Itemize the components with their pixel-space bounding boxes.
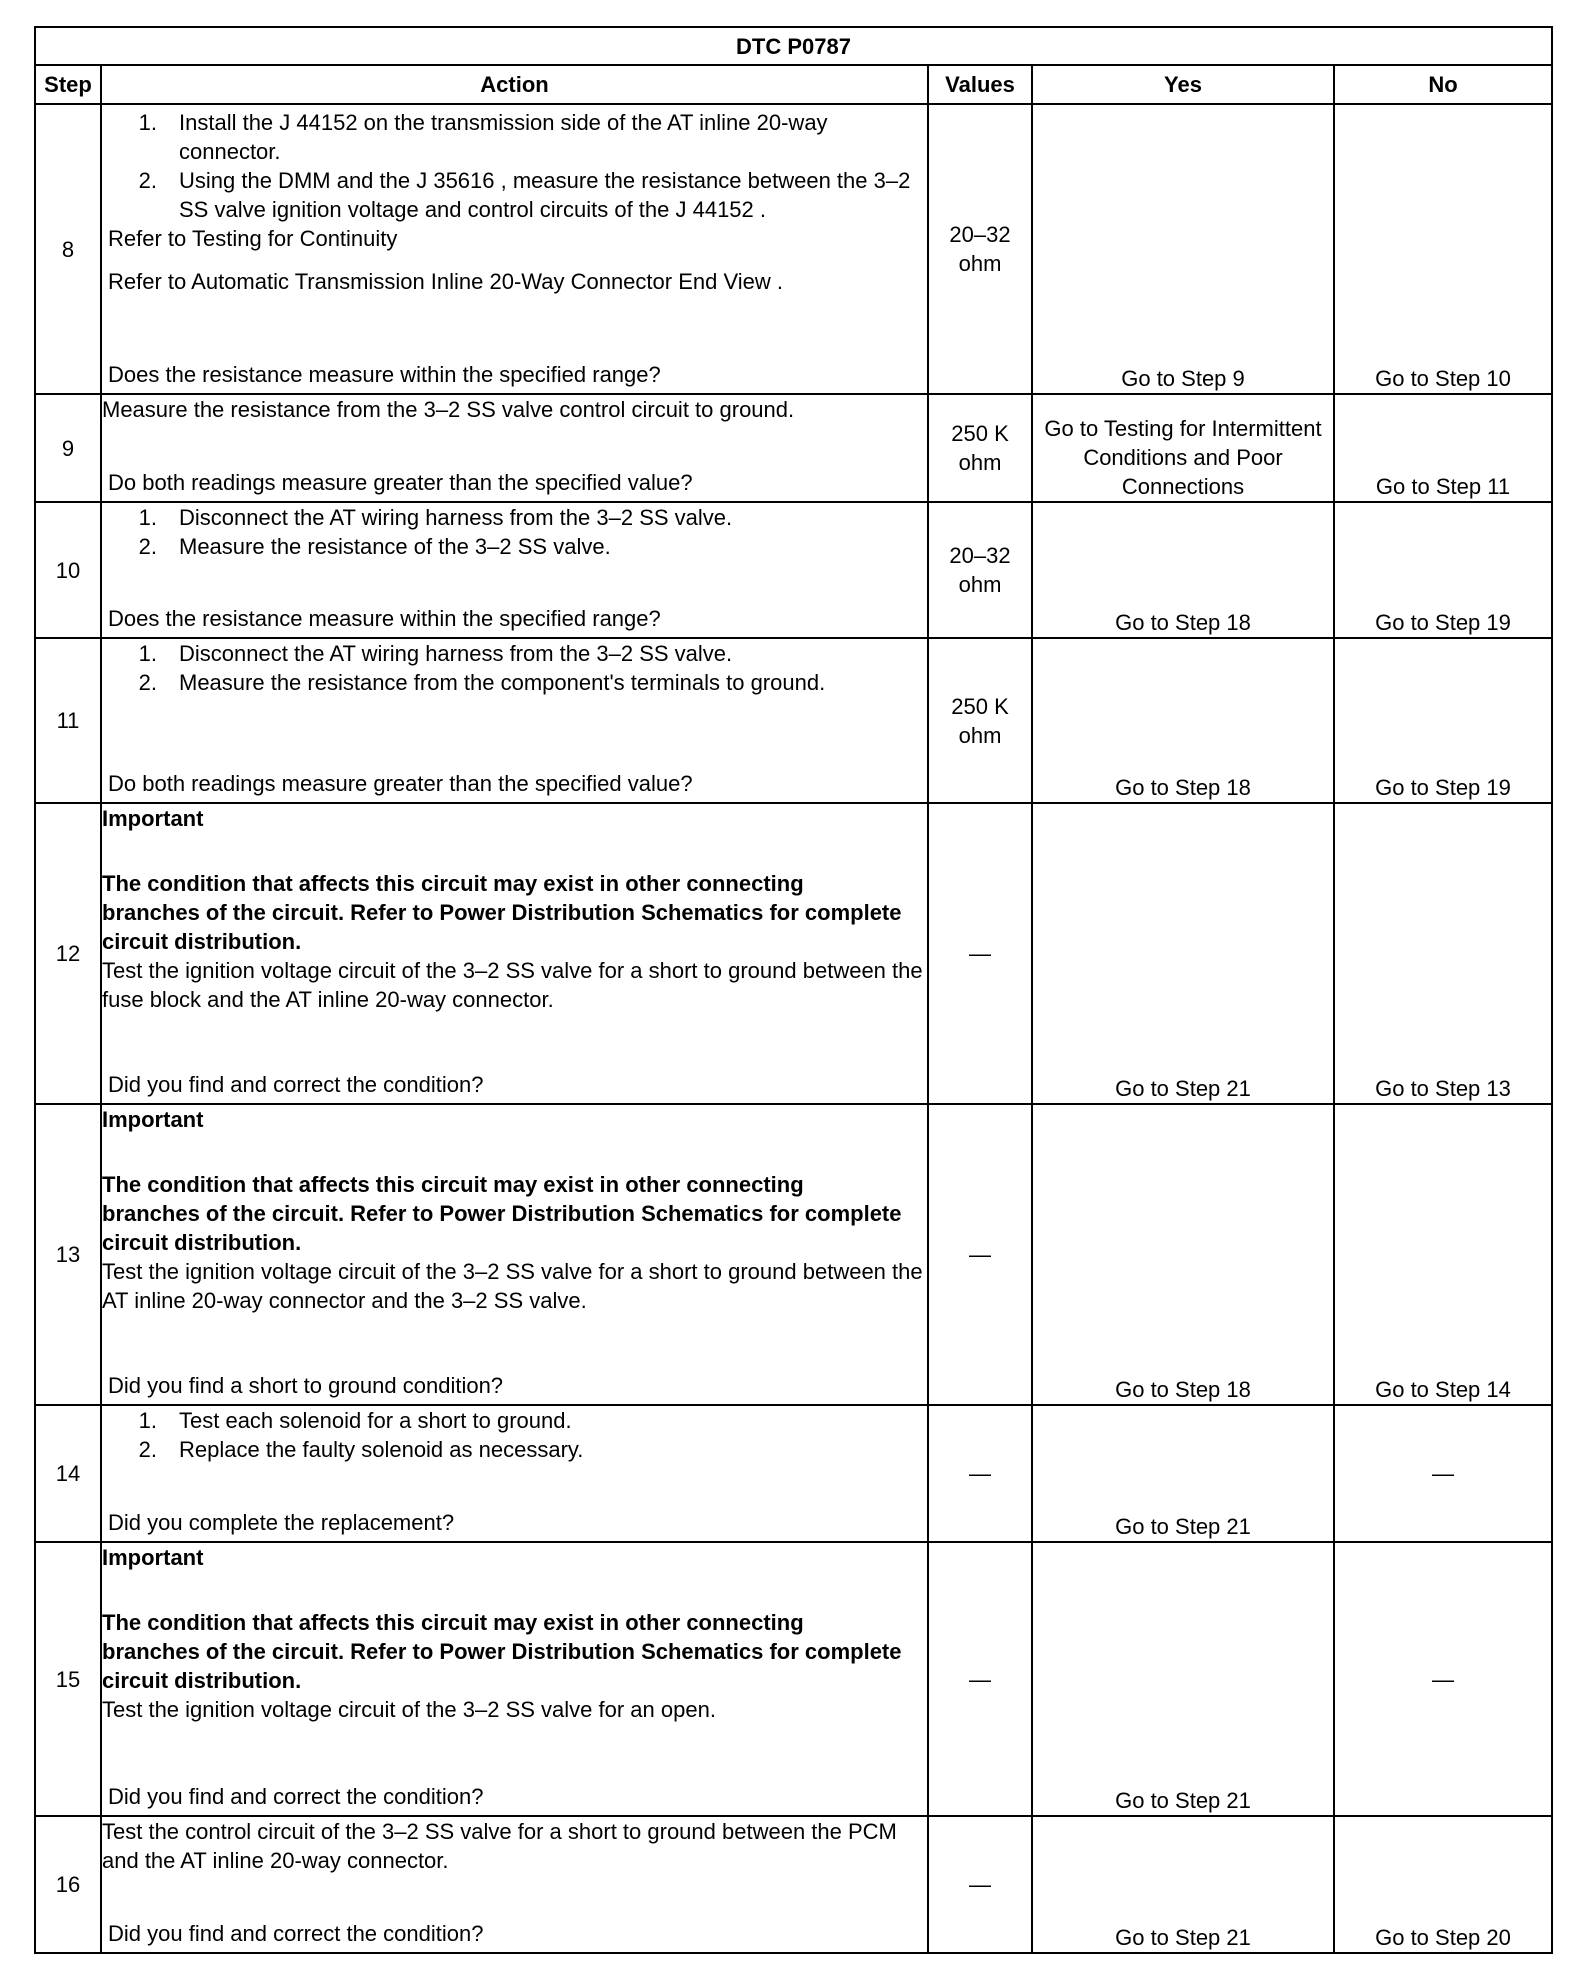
action-cell [101,394,928,502]
action-cell [101,638,928,803]
no-cell: Go to Step 14 [1334,1104,1552,1405]
step-number: 8 [35,104,101,394]
action-cell [101,1104,928,1405]
action-cell [101,104,928,394]
action-note: Refer to Automatic Transmission Inline 20-Way Connector End View . [108,269,783,294]
important-label: Important [102,1545,204,1570]
value-cell: 250 K ohm [928,394,1032,502]
action-text: Test the control circuit of the 3–2 SS valve for a short to ground between the PCM and the AT inline 20-way connector. [102,1819,897,1873]
header-no: No [1334,65,1552,104]
header-action: Action [101,65,928,104]
list-item: 1. Install the J 44152 on the transmission side of the AT inline 20-way connector. [138,110,828,164]
action-text: Test the ignition voltage circuit of the 3–2 SS valve for a short to ground between the fuse block and the AT inline 20-way connector. [102,958,923,1012]
no-cell: — [1334,1542,1552,1816]
header-values: Values [928,65,1032,104]
action-cell [101,1816,928,1953]
important-label: Important [102,806,204,831]
list-item: 2. Replace the faulty solenoid as necessary. [138,1437,584,1462]
list-item: 1. Disconnect the AT wiring harness from the 3–2 SS valve. [138,641,733,666]
yes-cell: Go to Step 21 [1032,1542,1334,1816]
yes-cell: Go to Step 18 [1032,638,1334,803]
list-item: 2. Measure the resistance of the 3–2 SS valve. [138,534,611,559]
value-cell: 20–32 ohm [928,502,1032,638]
action-question: Did you find and correct the condition? [108,1072,484,1097]
value-cell: — [928,1542,1032,1816]
no-cell: — [1334,1405,1552,1542]
step-number: 15 [35,1542,101,1816]
yes-cell: Go to Step 9 [1032,104,1334,394]
no-cell: Go to Step 19 [1334,638,1552,803]
yes-cell: Go to Testing for Intermittent Conditions and Poor Connections [1032,394,1334,502]
step-number: 10 [35,502,101,638]
important-text: The condition that affects this circuit may exist in other connecting branches of the circuit. Refer to Power Distribution Schematics for complete circuit distribution. [102,1610,902,1693]
yes-cell: Go to Step 21 [1032,1816,1334,1953]
important-label: Important [102,1107,204,1132]
action-cell [101,502,928,638]
step-number: 12 [35,803,101,1104]
action-question: Do both readings measure greater than the specified value? [108,771,693,796]
list-item: 2. Using the DMM and the J 35616 , measure the resistance between the 3–2 SS valve ignition voltage and control circuits of the J 44152 . [138,168,911,222]
important-text: The condition that affects this circuit may exist in other connecting branches of the circuit. Refer to Power Distribution Schematics for complete circuit distribution. [102,871,902,954]
table-title: DTC P0787 [35,27,1552,65]
step-number: 14 [35,1405,101,1542]
list-item: 1. Test each solenoid for a short to ground. [138,1408,572,1433]
action-cell [101,1542,928,1816]
action-question: Does the resistance measure within the specified range? [108,362,661,387]
yes-cell: Go to Step 18 [1032,1104,1334,1405]
action-note: Refer to Testing for Continuity [108,226,398,251]
yes-cell: Go to Step 18 [1032,502,1334,638]
action-text: Test the ignition voltage circuit of the 3–2 SS valve for a short to ground between the AT inline 20-way connector and the 3–2 SS valve. [102,1259,923,1313]
value-cell: — [928,1405,1032,1542]
step-number: 11 [35,638,101,803]
value-cell: — [928,1816,1032,1953]
list-item: 1. Disconnect the AT wiring harness from the 3–2 SS valve. [138,505,733,530]
step-number: 13 [35,1104,101,1405]
table-row [35,1542,1552,1816]
action-cell [101,803,928,1104]
no-cell: Go to Step 20 [1334,1816,1552,1953]
table-row [35,394,1552,502]
header-step: Step [35,65,101,104]
table-row [35,1816,1552,1953]
step-number: 9 [35,394,101,502]
table-row [35,502,1552,638]
yes-cell: Go to Step 21 [1032,803,1334,1104]
no-cell: Go to Step 11 [1334,394,1552,502]
dtc-table [34,26,1553,1954]
action-question: Did you find and correct the condition? [108,1784,484,1809]
table-row [35,104,1552,394]
list-item: 2. Measure the resistance from the component's terminals to ground. [138,670,826,695]
important-text: The condition that affects this circuit may exist in other connecting branches of the circuit. Refer to Power Distribution Schematics for complete circuit distribution. [102,1172,902,1255]
value-cell: — [928,1104,1032,1405]
yes-cell: Go to Step 21 [1032,1405,1334,1542]
value-cell: 250 K ohm [928,638,1032,803]
table-row [35,1405,1552,1542]
step-number: 16 [35,1816,101,1953]
value-cell: — [928,803,1032,1104]
action-question: Do both readings measure greater than the specified value? [108,470,693,495]
table-row [35,803,1552,1104]
no-cell: Go to Step 13 [1334,803,1552,1104]
action-question: Did you find and correct the condition? [108,1921,484,1946]
header-yes: Yes [1032,65,1334,104]
action-question: Does the resistance measure within the specified range? [108,606,661,631]
no-cell: Go to Step 19 [1334,502,1552,638]
action-text: Test the ignition voltage circuit of the 3–2 SS valve for an open. [102,1697,716,1722]
no-cell: Go to Step 10 [1334,104,1552,394]
action-question: Did you complete the replacement? [108,1510,455,1535]
value-cell: 20–32 ohm [928,104,1032,394]
table-row [35,1104,1552,1405]
action-text: Measure the resistance from the 3–2 SS valve control circuit to ground. [102,397,795,422]
action-question: Did you find a short to ground condition? [108,1373,504,1398]
table-row [35,638,1552,803]
action-cell [101,1405,928,1542]
